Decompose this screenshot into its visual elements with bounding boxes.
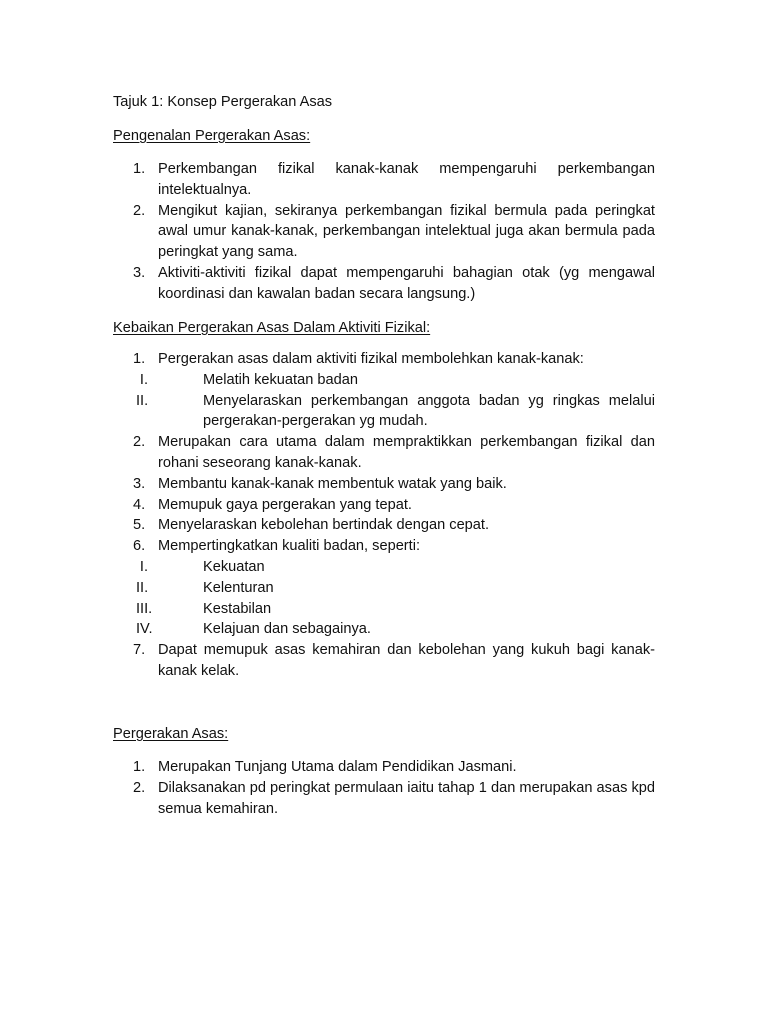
item-number: 1. [133,759,146,775]
list-item [113,536,655,640]
list-pengenalan [113,159,655,305]
list-item [113,515,655,536]
sub-list [136,370,655,432]
sub-list-item [136,578,655,599]
list-item [113,474,655,495]
list-item [113,778,655,820]
list-item [113,757,655,778]
sub-list-item [139,557,655,578]
list-item [113,495,655,516]
list-item [113,201,655,263]
item-number: 2. [133,434,146,451]
item-number: 6. [133,538,146,555]
item-text: Pergerakan asas dalam aktiviti fizikal membolehkan kanak-kanak: [158,351,584,367]
item-number: 1. [133,351,146,367]
list-item [113,640,655,682]
item-number: 1. [133,161,146,177]
sub-item-number: IV. [136,621,153,638]
list-kebaikan [113,349,655,682]
item-number: 2. [133,779,146,796]
item-text: Merupakan Tunjang Utama dalam Pendidikan Jasmani. [158,759,517,775]
sub-item-text: Kelajuan dan sebagainya. [203,621,371,638]
sub-item-number: II. [136,579,149,596]
sub-item-text: Kekuatan [203,558,265,575]
list-item [113,159,655,201]
item-text: Mempertingkatkan kualiti badan, seperti: [158,538,421,555]
item-number: 3. [133,475,146,492]
section-heading-pergerakan-asas: Pergerakan Asas: [113,726,229,742]
sub-list [136,557,655,640]
list-pergerakan-asas [113,757,655,819]
item-number: 7. [133,642,146,659]
sub-item-text: Menyelaraskan perkembangan anggota badan yg ringkas melalui pergerakan-pergerakan yg mudah. [203,392,655,430]
item-text: Mengikut kajian, sekiranya perkembangan fizikal bermula pada peringkat awal umur kanak-kanak, perkembangan intelektual juga akan bermula pada peringkat yang sama. [158,202,655,261]
section-heading-kebaikan: Kebaikan Pergerakan Asas Dalam Aktiviti Fizikal: [113,320,431,336]
item-text: Dilaksanakan pd peringkat permulaan iaitu tahap 1 dan merupakan asas kpd semua kemahiran. [158,779,655,817]
sub-item-text: Melatih kekuatan badan [203,371,358,388]
item-text: Memupuk gaya pergerakan yang tepat. [158,496,412,513]
item-number: 4. [133,496,146,513]
document-title: Tajuk 1: Konsep Pergerakan Asas [113,94,333,110]
item-text: Membantu kanak-kanak membentuk watak yang baik. [158,475,507,492]
list-item [113,349,655,432]
list-item [113,432,655,474]
item-text: Merupakan cara utama dalam mempraktikkan perkembangan fizikal dan rohani seseorang kanak-kanak. [158,434,655,471]
list-item [113,263,655,305]
sub-item-text: Kelenturan [203,579,274,596]
sub-item-text: Kestabilan [203,600,272,617]
item-text: Dapat memupuk asas kemahiran dan kebolehan yang kukuh bagi kanak-kanak kelak. [158,642,655,679]
item-text: Perkembangan fizikal kanak-kanak mempengaruhi perkembangan intelektualnya. [158,161,655,198]
sub-list-item [136,619,655,640]
sub-item-number: II. [136,392,149,409]
item-number: 3. [133,264,146,281]
sub-list-item [139,370,655,391]
item-number: 5. [133,517,146,534]
item-number: 2. [133,202,146,219]
section-heading-pengenalan: Pengenalan Pergerakan Asas: [113,128,311,144]
sub-list-item [136,391,655,433]
sub-item-number: III. [136,600,153,617]
item-text: Aktiviti-aktiviti fizikal dapat mempengaruhi bahagian otak (yg mengawal koordinasi dan kawalan badan secara langsung.) [158,264,655,302]
sub-item-number: I. [139,558,148,575]
sub-list-item [136,599,655,620]
item-text: Menyelaraskan kebolehan bertindak dengan cepat. [158,517,490,534]
sub-item-number: I. [139,371,148,388]
